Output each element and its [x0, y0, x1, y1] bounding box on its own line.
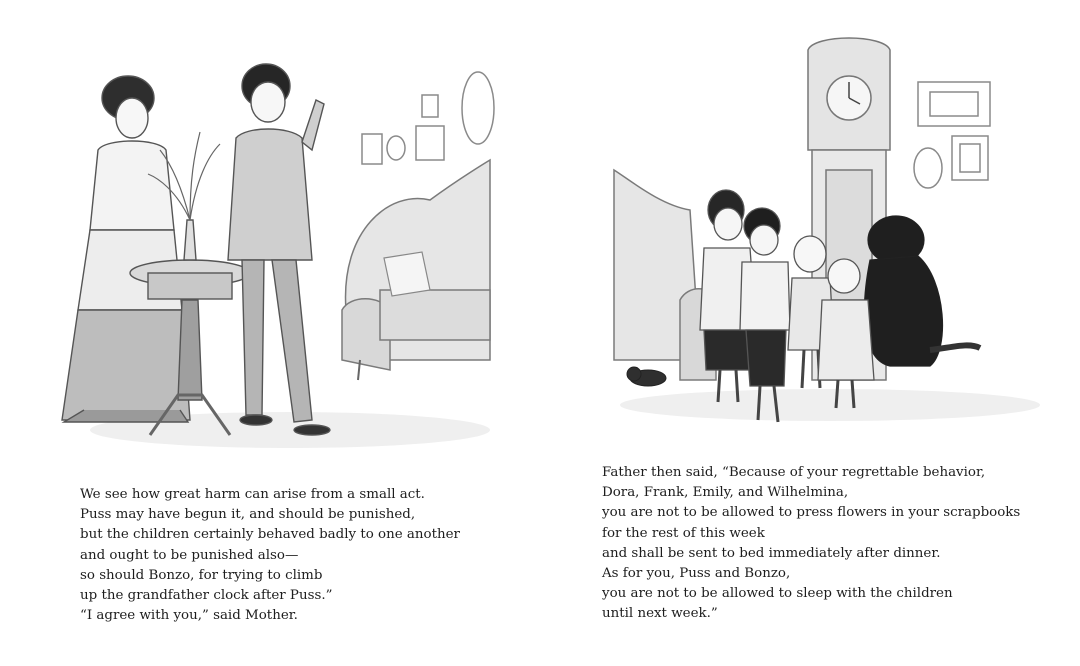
right-text-line: you are not to be allowed to sleep with the children: [602, 586, 953, 602]
left-text-line: but the children certainly behaved badly to one another: [80, 527, 460, 543]
children-scene-drawing: [600, 30, 1060, 440]
left-text-line: Puss may have begun it, and should be punished,: [80, 507, 416, 523]
left-illustration: [50, 60, 500, 460]
right-text-line: and shall be sent to bed immediately after dinner.: [602, 545, 941, 561]
right-text-line: Father then said, “Because of your regrettable behavior,: [602, 465, 986, 480]
right-text-line: Dora, Frank, Emily, and Wilhelmina,: [602, 485, 849, 501]
right-page: [540, 0, 1080, 666]
left-text-line: so should Bonzo, for trying to climb: [80, 567, 323, 583]
right-text-line: for the rest of this week: [602, 525, 765, 541]
left-text-line: We see how great harm can arise from a small act.: [80, 487, 425, 502]
right-illustration: [600, 30, 1060, 440]
right-text-line: until next week.”: [602, 606, 718, 622]
left-text-line: “I agree with you,” said Mother.: [80, 608, 298, 624]
left-text-line: and ought to be punished also—: [80, 547, 299, 563]
right-page-text: [602, 463, 1020, 625]
right-text-line: you are not to be allowed to press flowers in your scrapbooks: [602, 505, 1021, 521]
parlor-scene-drawing: [50, 60, 500, 460]
right-text-line: As for you, Puss and Bonzo,: [602, 566, 791, 582]
left-text-line: up the grandfather clock after Puss.”: [80, 588, 333, 604]
left-page-text: [80, 485, 460, 626]
